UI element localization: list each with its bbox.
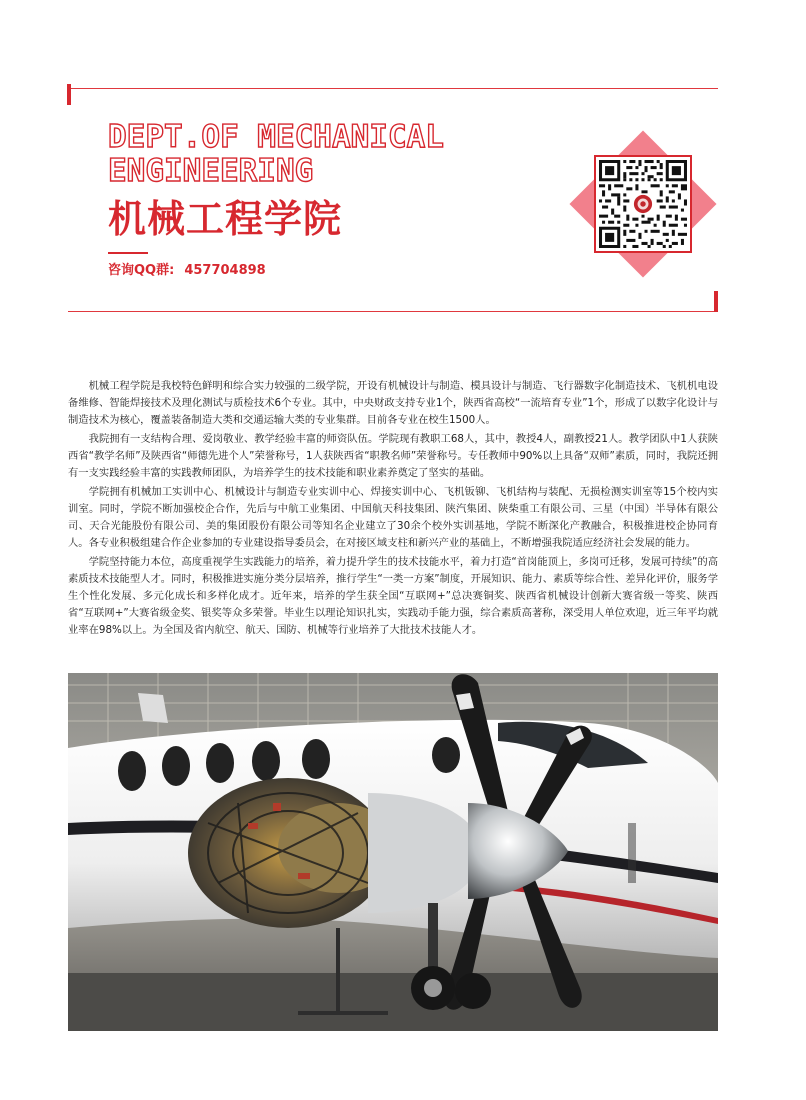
intro-paragraph: 学院坚持能力本位，高度重视学生实践能力的培养，着力提升学生的技术技能水平，着力打造“首岗能顶上，多岗可迁移，发展可持续”的高素质技术技能型人才。同时，积极推进实施分类分层培养，推行学生“一类一方案”制度，开展知识、能力、素质等综合性、差异化评价，服务学生个性化发展、多元化成长和多样化成才。近年来，培养的学生获全国“互联网+”总决赛铜奖、陕西省机械设计创新大赛省级一等奖、陕西省“互联网+”大赛省级金奖、银奖等众多荣誉。毕业生以理论知识扎实，实践动手能力强，综合素质高著称，深受用人单位欢迎，近三年平均就业率在98%以上。为全国及省内航空、航天、国防、机械等行业培养了大批技术技能人才。 — [68, 556, 718, 636]
header-top-rule — [68, 88, 718, 89]
title-underline — [108, 252, 148, 254]
intro-paragraph: 机械工程学院是我校特色鲜明和综合实力较强的二级学院，开设有机械设计与制造、模具设计与制造、飞行器数字化制造技术、飞机机电设备维修、智能焊接技术及理化测试与质检技术6个专业。其中，中央财政支持专业1个，陕西省高校“一流培育专业”1个，形成了以数字化设计与制造技术为核心，覆盖装备制造大类和交通运输大类的专业集群。目前各专业在校生1500人。 — [68, 380, 718, 426]
aircraft-engine-photo — [68, 673, 718, 1031]
chinese-department-title: 机械工程学院 — [108, 197, 343, 241]
qq-group-info — [108, 259, 266, 278]
english-department-title: DEPT.OF MECHANICAL ENGINEERING — [108, 119, 444, 189]
header-bottom-rule — [68, 311, 718, 312]
qr-code-icon[interactable] — [599, 160, 687, 248]
header-corner-tick — [67, 84, 71, 105]
intro-paragraph: 学院拥有机械加工实训中心、机械设计与制造专业实训中心、焊接实训中心、飞机钣铆、飞机结构与装配、无损检测实训室等15个校内实训室。同时，学院不断加强校企合作，先后与中航工业集团、中国航天科技集团、陕汽集团、陕柴重工有限公司、三星（中国）半导体有限公司、天合光能股份有限公司、美的集团股份有限公司等知名企业建立了30余个校外实训基地，学院不断深化产教融合，积极推进校企协同育人。各专业积极组建合作企业参加的专业建设指导委员会，在对接区域支柱和新兴产业的基础上，不断增强我院适应经济社会发展的能力。 — [68, 486, 718, 549]
header-corner-tick — [714, 291, 718, 312]
qq-number: 457704898 — [184, 263, 266, 278]
intro-paragraph: 我院拥有一支结构合理、爱岗敬业、教学经验丰富的师资队伍。学院现有教职工68人，其中，教授4人，副教授21人。教学团队中1人获陕西省“教学名师”及陕西省“师德先进个人”荣誉称号，1人获陕西省“职教名师”荣誉称号。专任教师中90%以上具备“双师”素质，同时，我院还拥有一支实践经验丰富的实践教师团队，为培养学生的技术技能和职业素养奠定了坚实的基础。 — [68, 433, 718, 479]
department-introduction — [68, 378, 718, 641]
aircraft-hangar-illustration — [68, 673, 718, 1031]
qq-label: 咨询QQ群: — [108, 263, 175, 278]
